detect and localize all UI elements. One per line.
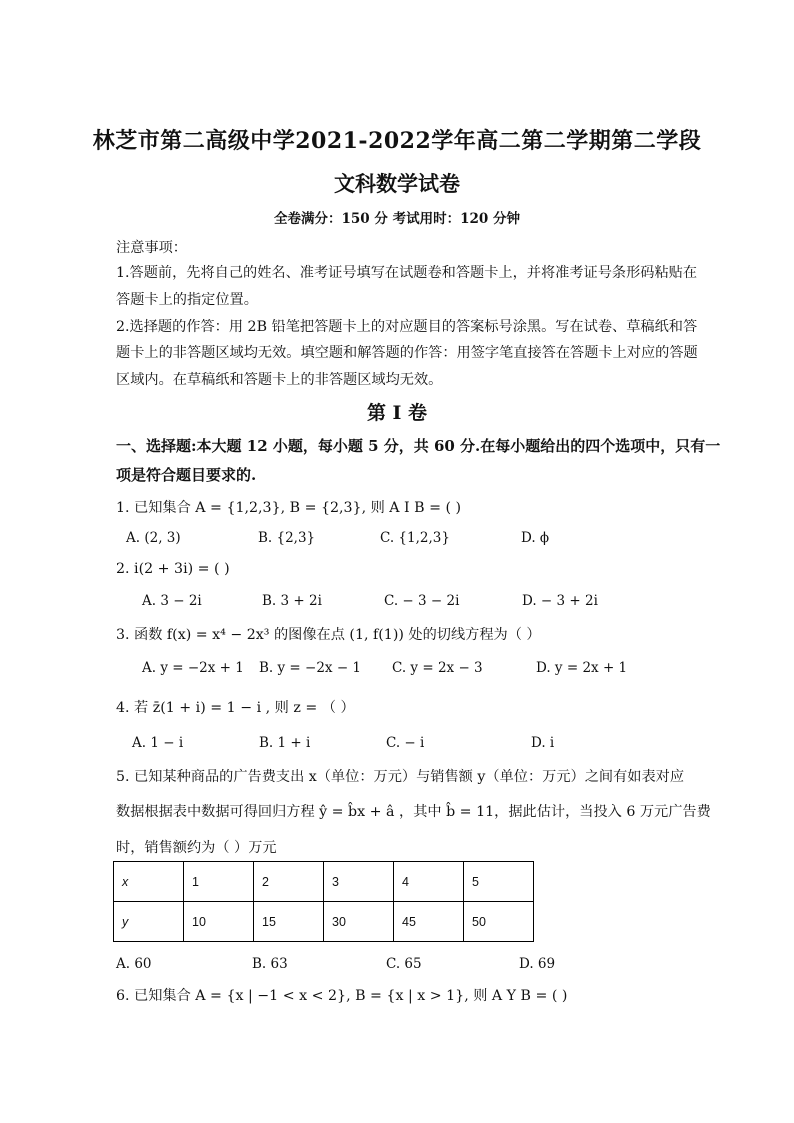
table-cell: 15 <box>254 902 324 942</box>
question-4-option-b: B. 1 + i <box>259 735 311 751</box>
question-1-stem: 1. 已知集合 A = {1,2,3}, B = {2,3}, 则 A I B = ( ) <box>116 500 462 516</box>
question-1-option-a: A. (2, 3) <box>126 530 181 546</box>
question-2-option-d: D. − 3 + 2i <box>522 593 598 609</box>
question-5-line3: 时，销售额约为（ ）万元 <box>116 840 277 856</box>
question-3-option-a: A. y = −2x + 1 <box>142 660 244 676</box>
table-cell: 1 <box>184 862 254 902</box>
note-1-line2: 答题卡上的指定位置。 <box>116 292 258 308</box>
exam-meta: 全卷满分：150 分 考试用时：120 分钟 <box>274 211 520 227</box>
table-cell <box>114 902 184 942</box>
table-row <box>114 862 534 902</box>
exam-subtitle: 文科数学试卷 <box>334 171 460 196</box>
table-cell: 50 <box>464 902 534 942</box>
question-2-option-a: A. 3 − 2i <box>142 593 202 609</box>
table-header-x: x <box>122 874 129 889</box>
table-cell <box>114 862 184 902</box>
question-1-option-c: C. {1,2,3} <box>380 530 450 546</box>
question-1-option-b: B. {2,3} <box>258 530 316 546</box>
question-5-option-d: D. 69 <box>519 956 556 972</box>
question-2-option-c: C. − 3 − 2i <box>384 593 460 609</box>
question-1-option-d: D. ϕ <box>521 530 550 546</box>
question-4-option-a: A. 1 − i <box>132 735 184 751</box>
table-header-y: y <box>122 914 129 929</box>
table-cell: 10 <box>184 902 254 942</box>
question-4-option-c: C. − i <box>386 735 425 751</box>
question-3-option-c: C. y = 2x − 3 <box>392 660 483 676</box>
question-2-stem: 2. i(2 + 3i) = ( ) <box>116 561 230 577</box>
question-5-line2: 数据根据表中数据可得回归方程 ŷ = b̂x + â ，其中 b̂ = 11，据此估计，当投入 6 万元广告费 <box>116 804 711 820</box>
note-2-line2: 题卡上的非答题区域均无效。填空题和解答题的作答：用签字笔直接答在答题卡上对应的答题 <box>116 345 698 361</box>
table-cell: 4 <box>394 862 464 902</box>
table-cell: 5 <box>464 862 534 902</box>
question-5-option-b: B. 63 <box>252 956 288 972</box>
question-3-option-d: D. y = 2x + 1 <box>536 660 628 676</box>
part1-instructions-line1: 一、选择题:本大题 12 小题，每小题 5 分，共 60 分.在每小题给出的四个选项中，只有一 <box>116 437 721 455</box>
question-6-stem: 6. 已知集合 A = {x | −1 < x < 2}, B = {x | x > 1}, 则 A Y B = ( ) <box>116 988 568 1004</box>
question-5-line1: 5. 已知某种商品的广告费支出 x（单位：万元）与销售额 y（单位：万元）之间有如表对应 <box>116 769 685 785</box>
question-4-option-d: D. i <box>531 735 555 751</box>
table-cell: 3 <box>324 862 394 902</box>
question-3-stem: 3. 函数 f(x) = x⁴ − 2x³ 的图像在点 (1, f(1)) 处的切线方程为（ ） <box>116 627 541 643</box>
part1-instructions-line2: 项是符合题目要求的. <box>116 466 257 484</box>
note-2-line3: 区域内。在草稿纸和答题卡上的非答题区域均无效。 <box>116 372 443 388</box>
table-cell: 45 <box>394 902 464 942</box>
question-3-option-b: B. y = −2x − 1 <box>259 660 362 676</box>
question-5-option-c: C. 65 <box>386 956 422 972</box>
note-1-line1: 1.答题前，先将自己的姓名、准考证号填写在试题卷和答题卡上，并将准考证号条形码粘贴在 <box>116 265 698 281</box>
table-row <box>114 902 534 942</box>
question-2-option-b: B. 3 + 2i <box>262 593 322 609</box>
question-4-stem: 4. 若 z̄(1 + i) = 1 − i , 则 z = （ ） <box>116 700 355 716</box>
table-cell: 30 <box>324 902 394 942</box>
data-table <box>113 861 534 942</box>
note-2-line1: 2.选择题的作答：用 2B 铅笔把答题卡上的对应题目的答案标号涂黑。写在试卷、草稿纸和答 <box>116 319 698 335</box>
notes-heading: 注意事项： <box>116 240 187 256</box>
table-cell: 2 <box>254 862 324 902</box>
section-title: 第 I 卷 <box>366 402 428 424</box>
question-5-option-a: A. 60 <box>116 956 152 972</box>
exam-title: 林芝市第二高级中学2021-2022学年高二第二学期第二学段 <box>92 128 702 154</box>
